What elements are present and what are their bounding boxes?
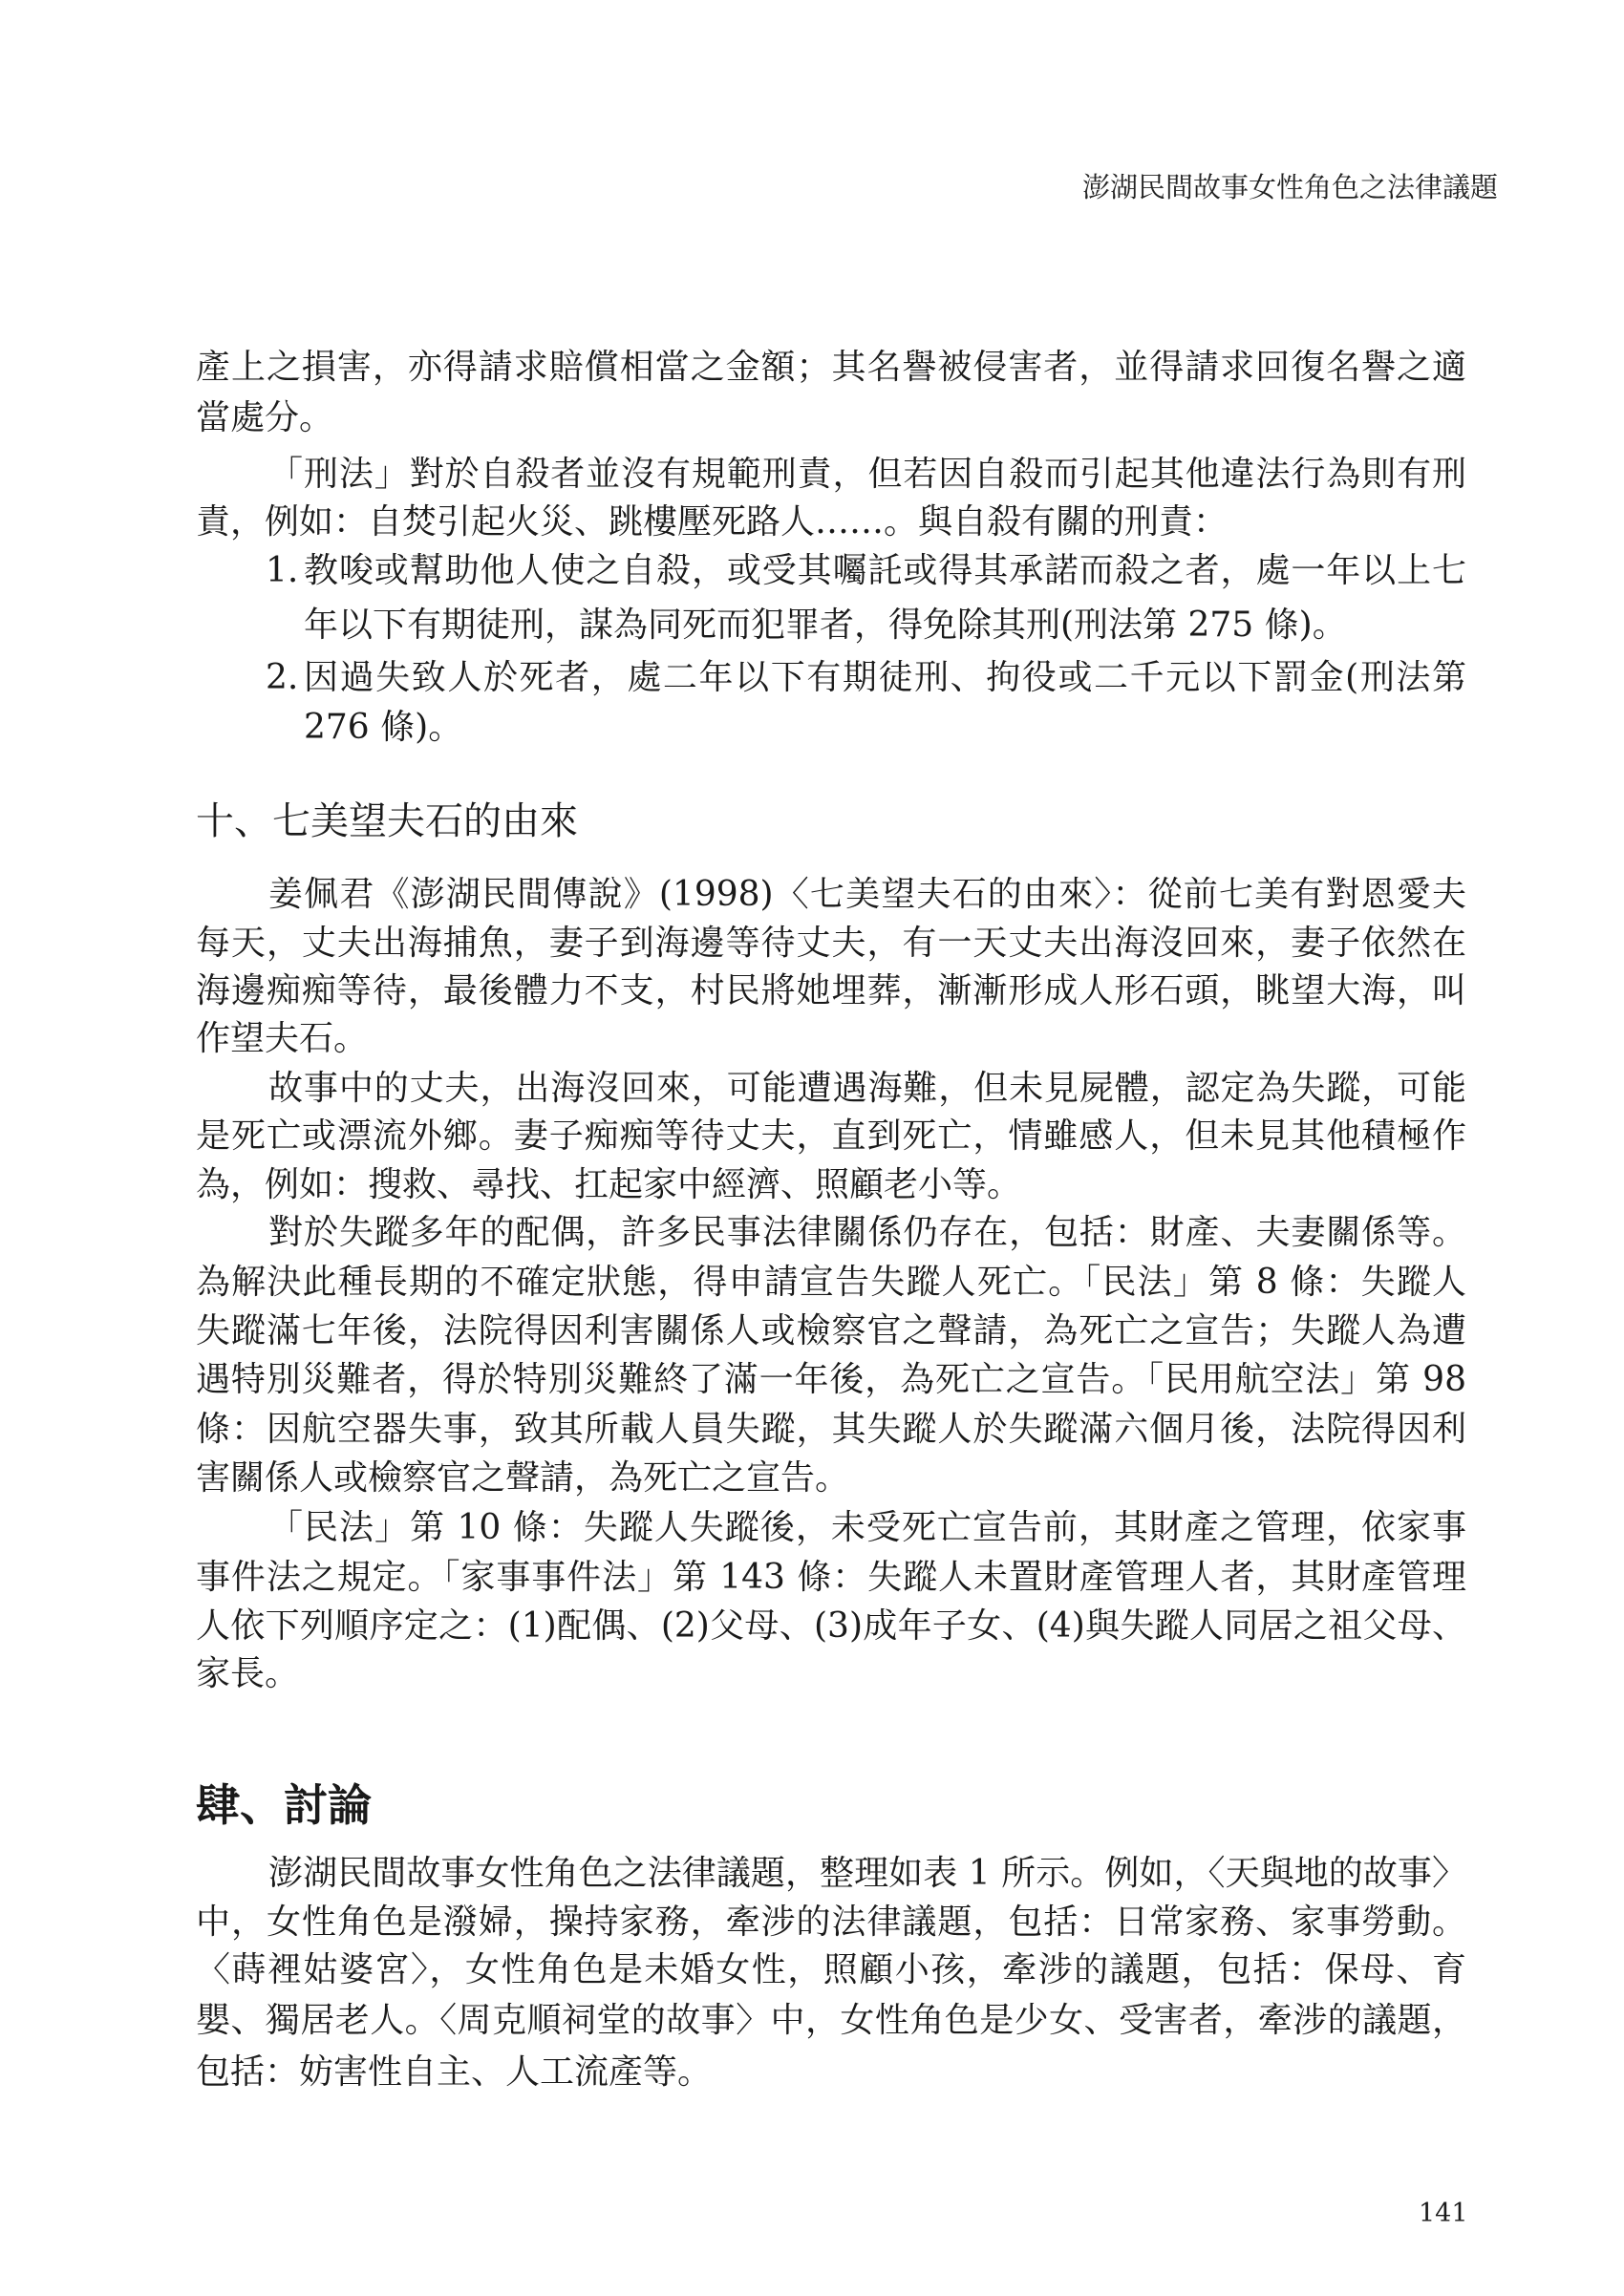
list-item-line: 因過失致人於死者，處二年以下有期徒刑、拘役或二千元以下罰金(刑法第 — [304, 658, 1466, 697]
text-line: 人依下列順序定之：(1)配偶、(2)父母、(3)成年子女、(4)與失蹤人同居之祖父母、 — [196, 1606, 1466, 1646]
running-header: 澎湖民間故事女性角色之法律議題 — [1081, 171, 1498, 203]
text-line: 嬰、獨居老人。〈周克順祠堂的故事〉中，女性角色是少女、受害者，牽涉的議題， — [196, 2001, 1466, 2040]
text-line: 為，例如：搜救、尋找、扛起家中經濟、照顧老小等。 — [196, 1165, 1022, 1204]
text-line: 每天，丈夫出海捕魚，妻子到海邊等待丈夫，有一天丈夫出海沒回來，妻子依然在 — [196, 924, 1466, 963]
list-item-line: 教唆或幫助他人使之自殺，或受其囑託或得其承諾而殺之者，處一年以上七 — [304, 551, 1466, 590]
list-number: 1. — [266, 551, 299, 590]
text-line: 「刑法」對於自殺者並沒有規範刑責，但若因自殺而引起其他違法行為則有刑 — [268, 455, 1466, 494]
text-line: 當處分。 — [196, 398, 334, 437]
text-line: 「民法」第 10 條：失蹤人失蹤後，未受死亡宣告前，其財產之管理，依家事 — [268, 1508, 1466, 1547]
text-line: 包括：妨害性自主、人工流產等。 — [196, 2052, 713, 2092]
text-line: 對於失蹤多年的配偶，許多民事法律關係仍存在，包括：財產、夫妻關係等。 — [268, 1213, 1466, 1252]
text-line: 海邊痴痴等待，最後體力不支，村民將她埋葬，漸漸形成人形石頭，眺望大海，叫 — [196, 971, 1466, 1010]
text-line: 中，女性角色是潑婦，操持家務，牽涉的法律議題，包括：日常家務、家事勞動。 — [196, 1903, 1466, 1942]
text-line: 遇特別災難者，得於特別災難終了滿一年後，為死亡之宣告。「民用航空法」第 98 — [196, 1360, 1466, 1399]
list-number: 2. — [266, 658, 299, 697]
text-line: 為解決此種長期的不確定狀態，得申請宣告失蹤人死亡。「民法」第 8 條：失蹤人 — [196, 1263, 1466, 1302]
text-line: 〈蒔裡姑婆宮〉，女性角色是未婚女性，照顧小孩，牽涉的議題，包括：保母、育 — [196, 1950, 1466, 1989]
text-line: 姜佩君《澎湖民間傳說》(1998)〈七美望夫石的由來〉：從前七美有對恩愛夫 — [268, 875, 1466, 914]
page-number: 141 — [1419, 2199, 1468, 2228]
text-line: 故事中的丈夫，出海沒回來，可能遭遇海難，但未見屍體，認定為失蹤，可能 — [268, 1069, 1466, 1108]
text-line: 條：因航空器失事，致其所載人員失蹤，其失蹤人於失蹤滿六個月後，法院得因利 — [196, 1410, 1466, 1449]
text-line: 事件法之規定。「家事事件法」第 143 條：失蹤人未置財產管理人者，其財產管理 — [196, 1558, 1466, 1597]
section-heading: 十、七美望夫石的由來 — [196, 799, 578, 843]
text-line: 是死亡或漂流外鄉。妻子痴痴等待丈夫，直到死亡，情雖感人，但未見其他積極作 — [196, 1116, 1466, 1156]
text-line: 害關係人或檢察官之聲請，為死亡之宣告。 — [196, 1458, 850, 1498]
text-line: 家長。 — [196, 1654, 300, 1693]
text-line: 澎湖民間故事女性角色之法律議題，整理如表 1 所示。例如，〈天與地的故事〉 — [268, 1854, 1466, 1893]
list-item-line: 276 條)。 — [304, 708, 463, 747]
text-line: 產上之損害，亦得請求賠償相當之金額；其名譽被侵害者，並得請求回復名譽之適 — [196, 348, 1466, 387]
text-line: 責，例如：自焚引起火災、跳樓壓死路人……。與自殺有關的刑責： — [196, 502, 1229, 542]
list-item-line: 年以下有期徒刑，謀為同死而犯罪者，得免除其刑(刑法第 275 條)。 — [304, 606, 1347, 645]
text-line: 失蹤滿七年後，法院得因利害關係人或檢察官之聲請，為死亡之宣告；失蹤人為遭 — [196, 1311, 1466, 1350]
text-line: 作望夫石。 — [196, 1019, 369, 1058]
chapter-heading: 肆、討論 — [196, 1779, 372, 1831]
